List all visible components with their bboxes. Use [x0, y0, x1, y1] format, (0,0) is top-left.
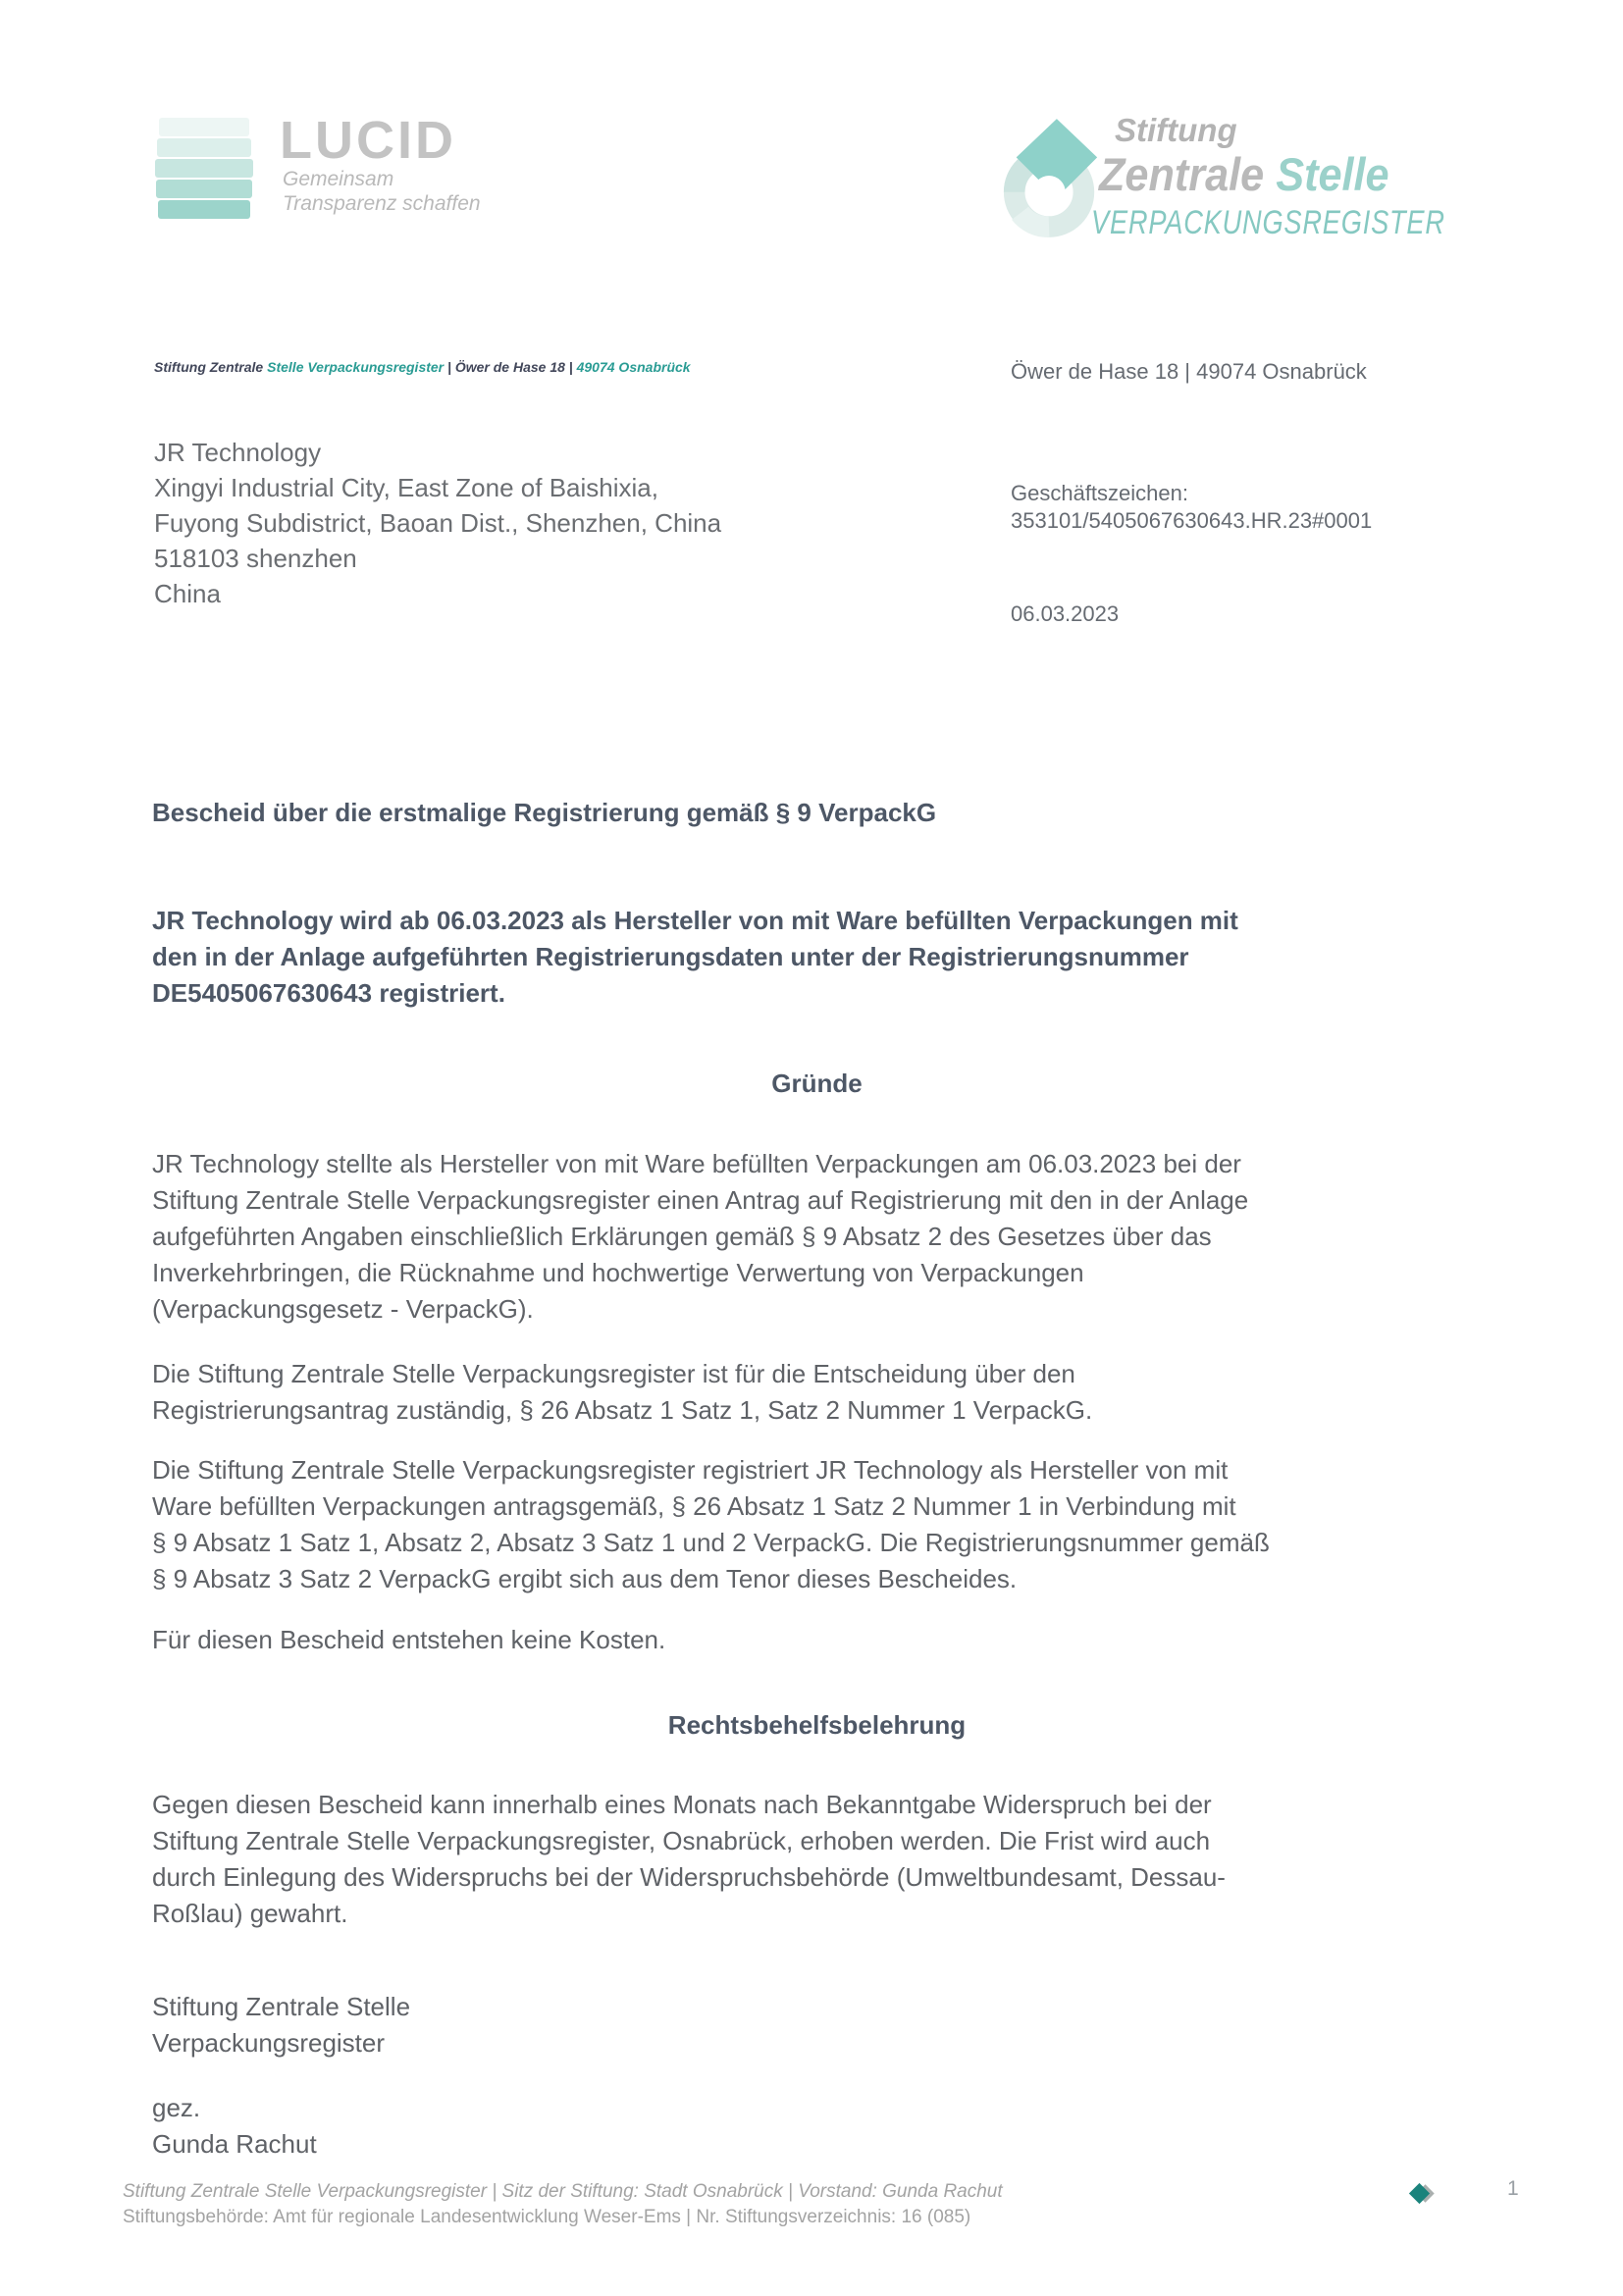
- sender-part1: Stiftung Zentrale: [154, 359, 268, 375]
- paragraph-appeal: Gegen diesen Bescheid kann innerhalb eines Monats nach Bekanntgabe Widerspruch bei der Stiftung Zentrale Stelle Verpackungsregister, Osnabrück, erhoben werden. Die Frist wird auch durch Einlegung des Widerspruchs bei der Widerspruchsbehörde (Umweltbundesamt, Dessau- Roßlau) gewahrt.: [152, 1790, 1226, 1928]
- lucid-wordmark: LUCID: [280, 111, 456, 170]
- sender-return-line: [154, 359, 691, 375]
- zsvr-logo: [999, 106, 1509, 253]
- paragraph-1: JR Technology stellte als Hersteller von mit Ware befüllten Verpackungen am 06.03.2023 bei der Stiftung Zentrale Stelle Verpackungsregister einen Antrag auf Registrierung mit den in der Anlage aufgeführten Angaben einschließlich Erklärungen gemäß § 9 Absatz 2 des Gesetzes über das Inverkehrbringen, die Rücknahme und hochwertige Verwertung von Verpackungen (Verpackungsgesetz - VerpackG).: [152, 1149, 1249, 1324]
- signature-name: gez. Gunda Rachut: [152, 2093, 317, 2159]
- lucid-logo: [155, 111, 567, 243]
- lucid-tagline: Gemeinsam Transparenz schaffen: [283, 168, 481, 215]
- zsvr-stelle: Stelle: [1276, 148, 1389, 200]
- reference-block: [1011, 480, 1372, 535]
- paragraph-costs: Für diesen Bescheid entstehen keine Kosten.: [152, 1625, 666, 1654]
- rechtsbehelf-heading: Rechtsbehelfsbelehrung: [667, 1710, 967, 1740]
- reference-label: Geschäftszeichen:: [1011, 481, 1188, 505]
- footer-diamond-icon: [1410, 2184, 1440, 2204]
- zsvr-zentrale: Zentrale: [1099, 148, 1277, 200]
- zsvr-verpackungsregister-text: VERPACKUNGSREGISTER: [1091, 204, 1445, 241]
- recipient-address: JR Technology Xingyi Industrial City, East Zone of Baishixia, Fuyong Subdistrict, Baoan Dist., Shenzhen, China 518103 shenzhen China: [154, 438, 722, 608]
- sender-part2: Stelle Verpackungsregister: [267, 359, 445, 375]
- office-address: Öwer de Hase 18 | 49074 Osnabrück: [1011, 359, 1367, 384]
- decree-paragraph: JR Technology wird ab 06.03.2023 als Hersteller von mit Ware befüllten Verpackungen mit den in der Anlage aufgeführten Registrierungsdaten unter der Registrierungsnummer DE5405067630643 registriert.: [152, 906, 1238, 1008]
- footer: [123, 2179, 1349, 2230]
- reference-value: 353101/5405067630643.HR.23#0001: [1011, 508, 1373, 533]
- paragraph-3: Die Stiftung Zentrale Stelle Verpackungsregister registriert JR Technology als Hersteller von mit Ware befüllten Verpackungen antragsgemäß, § 26 Absatz 1 Satz 2 Nummer 1 in Verbindung mit § 9 Absatz 1 Satz 1, Absatz 2, Absatz 3 Satz 1 und 2 VerpackG. Die Registrierungsnummer gemäß § 9 Absatz 3 Satz 2 VerpackG ergibt sich aus dem Tenor dieses Bescheides.: [152, 1455, 1270, 1593]
- footer-line1: Stiftung Zentrale Stelle Verpackungsregister | Sitz der Stiftung: Stadt Osnabrück | Vorstand: Gunda Rachut: [123, 2181, 1003, 2202]
- subject-line: Bescheid über die erstmalige Registrierung gemäß § 9 VerpackG: [152, 798, 937, 827]
- letter-date: 06.03.2023: [1011, 601, 1120, 626]
- paragraph-2: Die Stiftung Zentrale Stelle Verpackungsregister ist für die Entscheidung über den Registrierungsantrag zuständig, § 26 Absatz 1 Satz 1, Satz 2 Nummer 1 VerpackG.: [152, 1359, 1093, 1425]
- zsvr-stiftung-text: Stiftung: [1115, 112, 1237, 148]
- footer-line2: Stiftungsbehörde: Amt für regionale Landesentwicklung Weser-Ems | Nr. Stiftungsverzeichnis: 16 (085): [123, 2207, 971, 2227]
- sender-part4: 49074 Osnabrück: [576, 359, 691, 375]
- lucid-layers-icon: [155, 118, 253, 220]
- gruende-heading: Gründe: [771, 1069, 863, 1098]
- zsvr-zentrale-stelle-text: [1099, 147, 1389, 201]
- zsvr-ring-icon: [999, 110, 1105, 247]
- page-number: 1: [1507, 2177, 1519, 2200]
- sender-part3: | Öwer de Hase 18 |: [444, 359, 577, 375]
- signature-organization: Stiftung Zentrale Stelle Verpackungsregister: [152, 1992, 411, 2058]
